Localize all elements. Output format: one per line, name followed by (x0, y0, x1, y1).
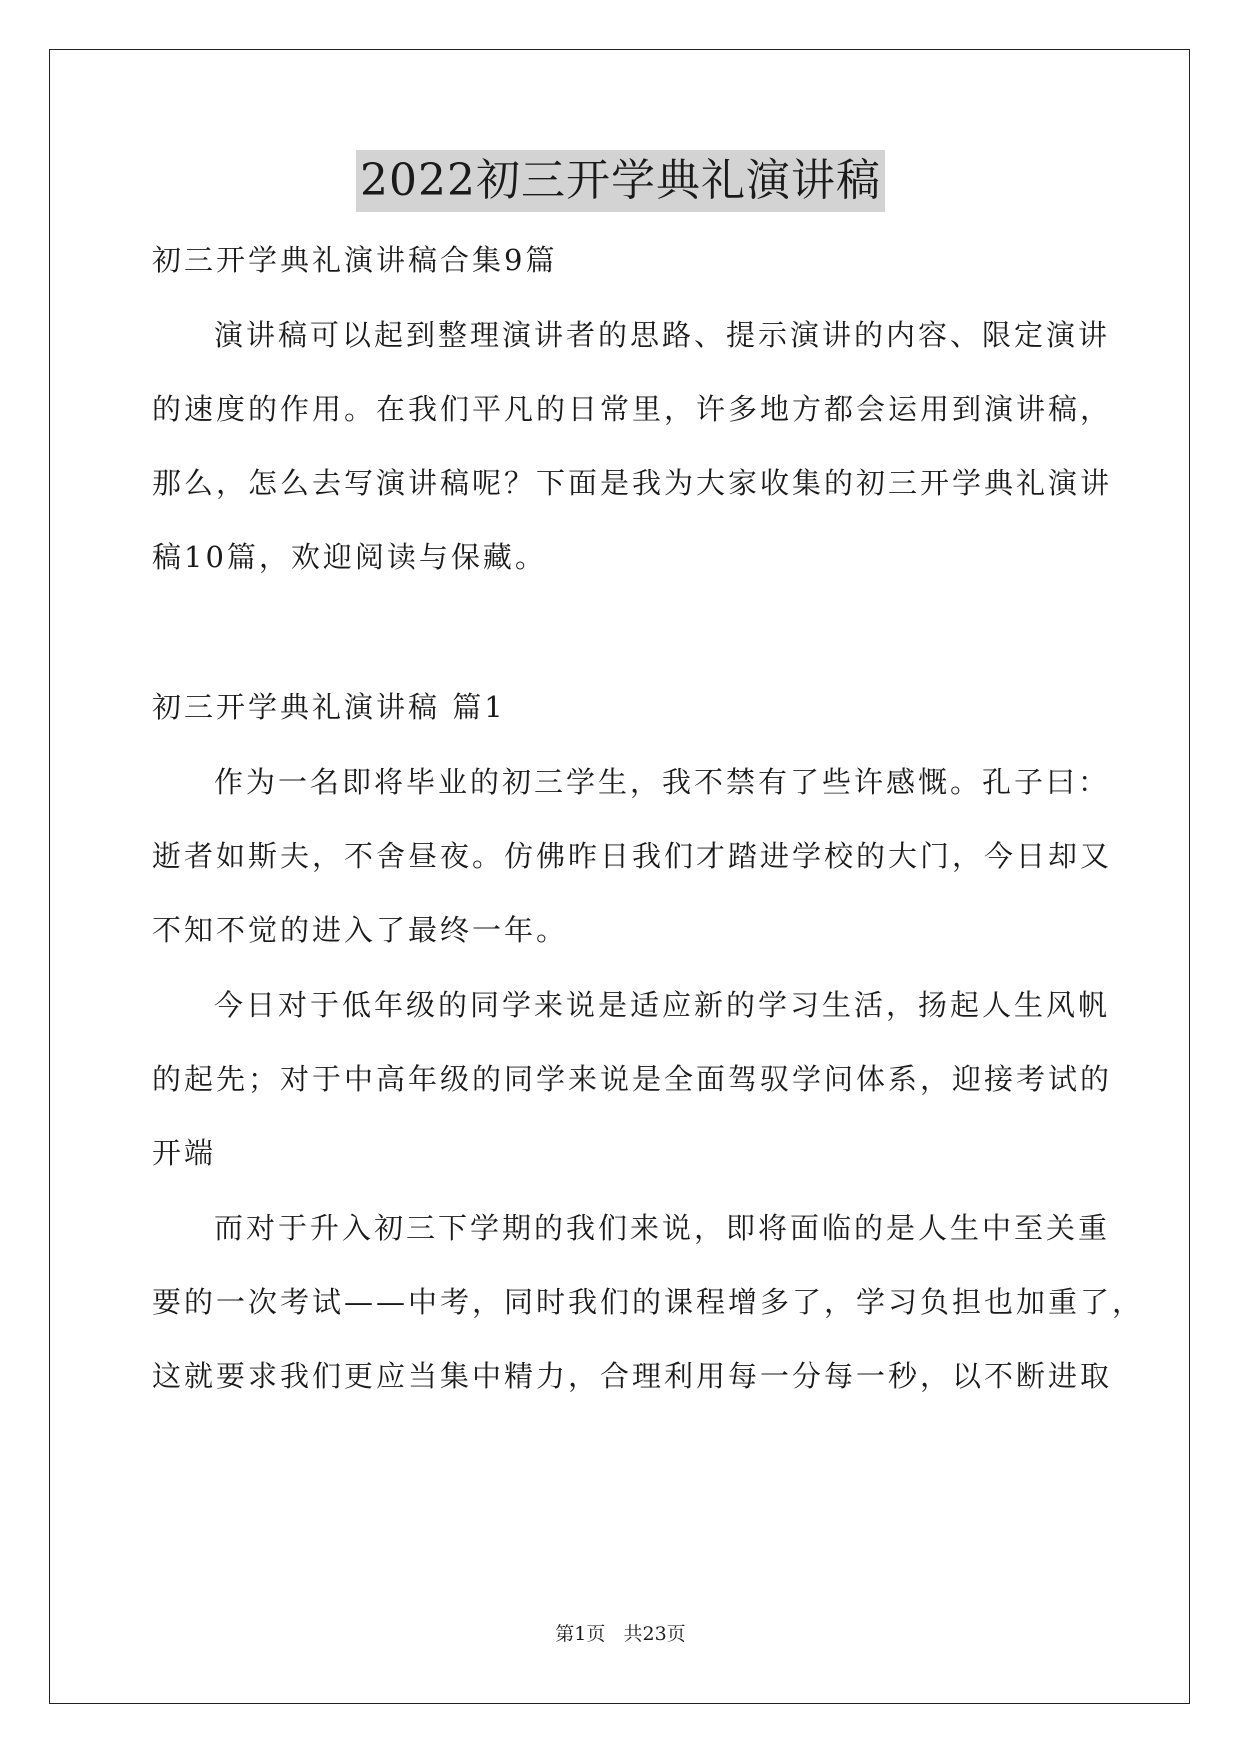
document-subtitle: 初三开学典礼演讲稿合集9篇 (152, 243, 558, 277)
section-heading: 初三开学典礼演讲稿 篇1 (152, 690, 506, 724)
page-number: 第1页 共23页 (555, 1623, 686, 1645)
para2-line-1: 今日对于低年级的同学来说是适应新的学习生活，扬起人生风帆 (214, 988, 1111, 1022)
para2-line-2: 的起先；对于中高年级的同学来说是全面驾驭学问体系，迎接考试的 (152, 1062, 1113, 1096)
page-footer (0, 1620, 1241, 1648)
para2-line-3: 开端 (152, 1136, 217, 1170)
intro-line-4: 稿10篇，欢迎阅读与保藏。 (152, 540, 547, 574)
para3-line-1: 而对于升入初三下学期的我们来说，即将面临的是人生中至关重 (214, 1211, 1111, 1245)
para1-line-1: 作为一名即将毕业的初三学生，我不禁有了些许感慨。孔子曰： (214, 765, 1111, 799)
title-wrap (0, 150, 1241, 212)
para1-line-2: 逝者如斯夫，不舍昼夜。仿佛昨日我们才踏进学校的大门，今日却又 (152, 839, 1113, 873)
intro-line-3: 那么，怎么去写演讲稿呢？下面是我为大家收集的初三开学典礼演讲 (152, 466, 1113, 500)
intro-line-2: 的速度的作用。在我们平凡的日常里，许多地方都会运用到演讲稿， (152, 392, 1113, 426)
document-title: 2022初三开学典礼演讲稿 (356, 150, 885, 212)
intro-line-1: 演讲稿可以起到整理演讲者的思路、提示演讲的内容、限定演讲 (214, 318, 1111, 352)
para3-line-2: 要的一次考试——中考，同时我们的课程增多了，学习负担也加重了， (152, 1285, 1145, 1319)
para1-line-3: 不知不觉的进入了最终一年。 (152, 913, 569, 947)
para3-line-3: 这就要求我们更应当集中精力，合理利用每一分每一秒，以不断进取 (152, 1359, 1113, 1393)
